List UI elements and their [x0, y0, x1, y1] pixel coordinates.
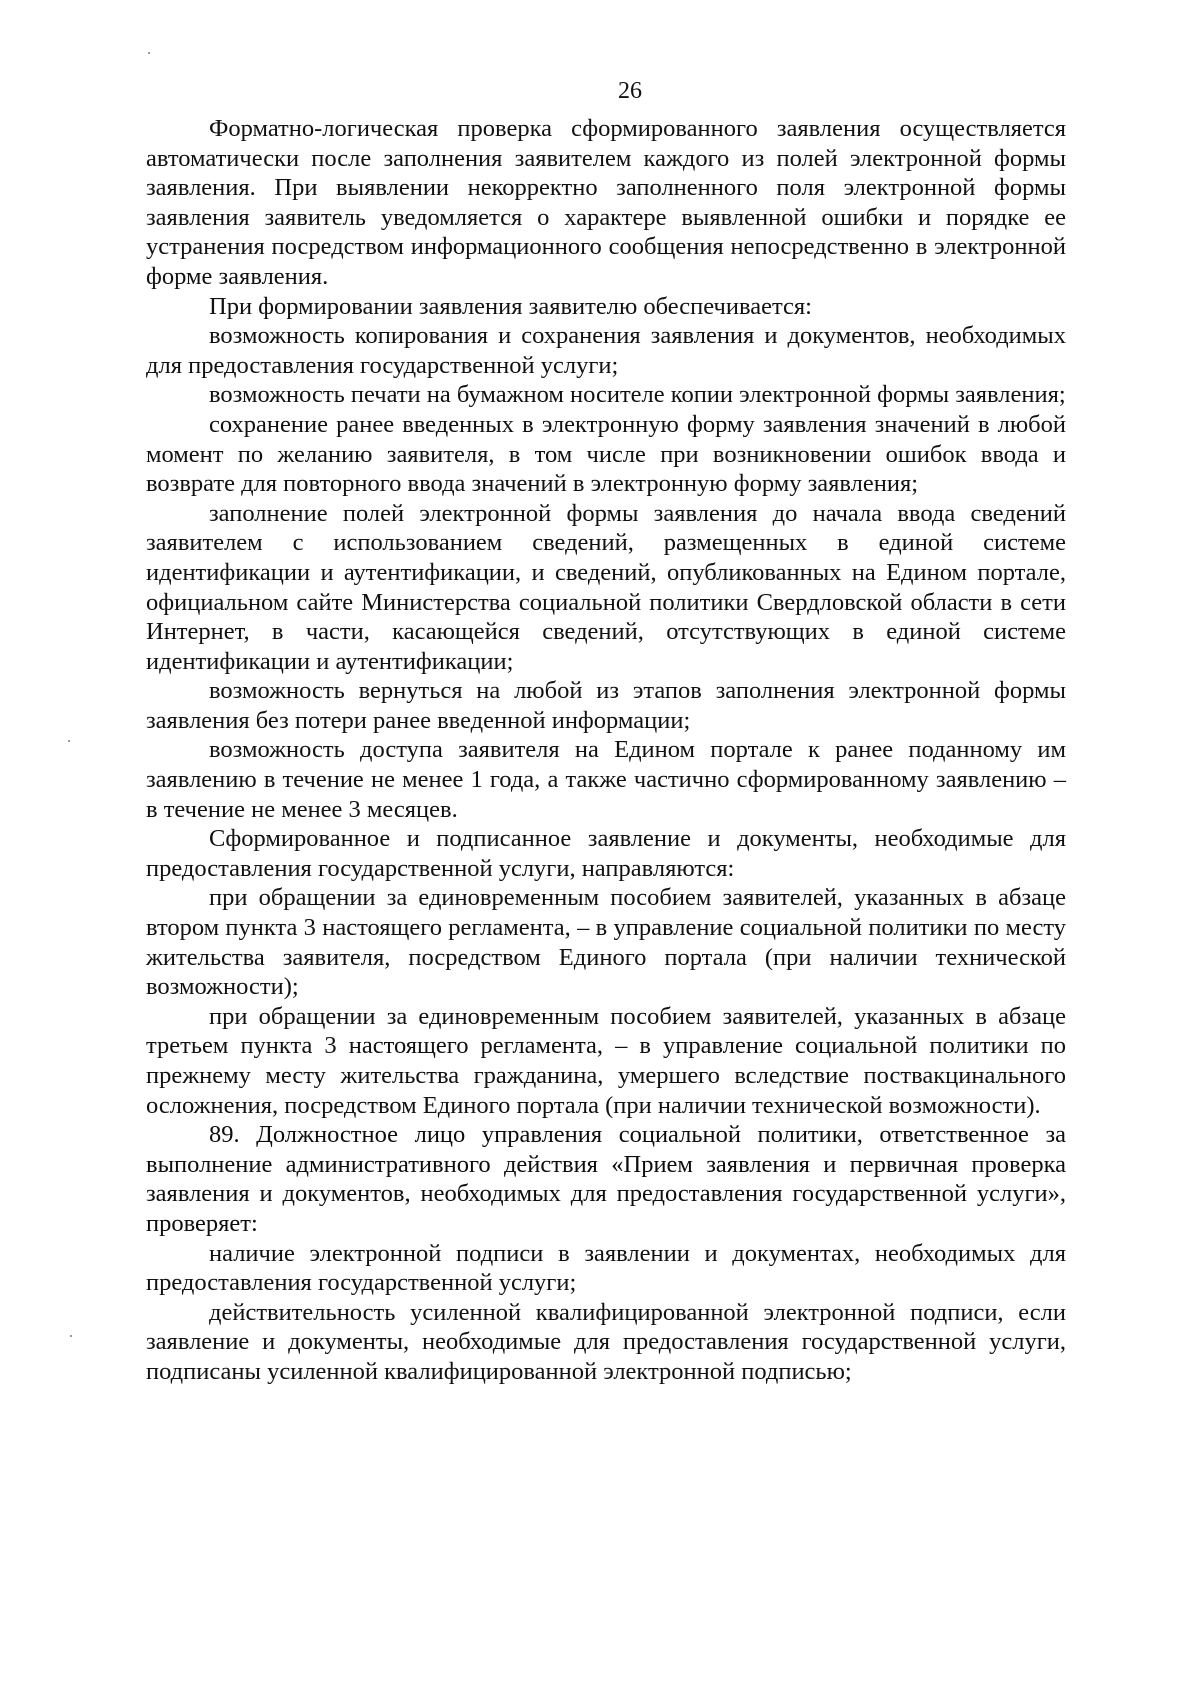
paragraph-prefill: заполнение полей электронной формы заявления до начала ввода сведений заявителем с использованием сведений, размещенных в единой системе идентификации и аутентификации, и сведений, опубликованных на Едином портале, официальном сайте Министерства социальной политики Свердловской области в сети Интернет, в части, касающейся сведений, отсутствующих в единой системе идентификации и аутентификации;	[146, 499, 1066, 675]
paragraph-submission-third: при обращении за единовременным пособием заявителей, указанных в абзаце третьем пункта 3 настоящего регламента, – в управление социальной политики по прежнему месту жительства гражданина, умершего вследствие поствакцинального осложнения, посредством Единого портала (при наличии технической возможности).	[146, 1002, 1066, 1119]
paragraph-print: возможность печати на бумажном носителе копии электронной формы заявления;	[209, 381, 1066, 409]
paragraph-signature-validity: действительность усиленной квалифицированной электронной подписи, если заявление и документы, необходимые для предоставления государственной услуги, подписаны усиленной квалифицированной электронной подписью;	[146, 1298, 1066, 1385]
document-body	[146, 114, 1066, 1387]
scan-speck	[68, 740, 70, 742]
paragraph-save-values: сохранение ранее введенных в электронную форму заявления значений в любой момент по желанию заявителя, в том числе при возникновении ошибок ввода и возврате для повторного ввода значений в электронную форму заявления;	[146, 410, 1066, 498]
paragraph-signature-presence: наличие электронной подписи в заявлении и документах, необходимых для предоставления государственной услуги;	[146, 1239, 1066, 1297]
paragraph-provisions-intro: При формировании заявления заявителю обеспечивается:	[209, 292, 812, 320]
paragraph-copy-save: возможность копирования и сохранения заявления и документов, необходимых для предоставления государственной услуги;	[146, 322, 1066, 379]
paragraph-access: возможность доступа заявителя на Едином портале к ранее поданному им заявлению в течение не менее 1 года, а также частично сформированному заявлению – в течение не менее 3 месяцев.	[146, 736, 1066, 823]
paragraph-submission: Сформированное и подписанное заявление и документы, необходимые для предоставления государственной услуги, направляются:	[146, 825, 1066, 882]
page-number: 26	[618, 78, 642, 104]
scan-speck	[70, 1335, 72, 1337]
scan-speck	[148, 52, 150, 54]
paragraph-submission-second: при обращении за единовременным пособием заявителей, указанных в абзаце втором пункта 3 настоящего регламента, – в управление социальной политики по месту жительства заявителя, посредством Единого портала (при наличии технической возможности);	[146, 884, 1066, 1001]
paragraph-return-step: возможность вернуться на любой из этапов заполнения электронной формы заявления без потери ранее введенной информации;	[146, 677, 1066, 734]
paragraph-format-check: Форматно-логическая проверка сформированного заявления осуществляется автоматически после заполнения заявителем каждого из полей электронной формы заявления. При выявлении некорректно заполненного поля электронной формы заявления заявитель уведомляется о характере выявленной ошибки и порядке ее устранения посредством информационного сообщения непосредственно в электронной форме заявления.	[146, 115, 1066, 290]
paragraph-section-89: 89. Должностное лицо управления социальной политики, ответственное за выполнение административного действия «Прием заявления и первичная проверка заявления и документов, необходимых для предоставления государственной услуги», проверяет:	[146, 1121, 1066, 1237]
